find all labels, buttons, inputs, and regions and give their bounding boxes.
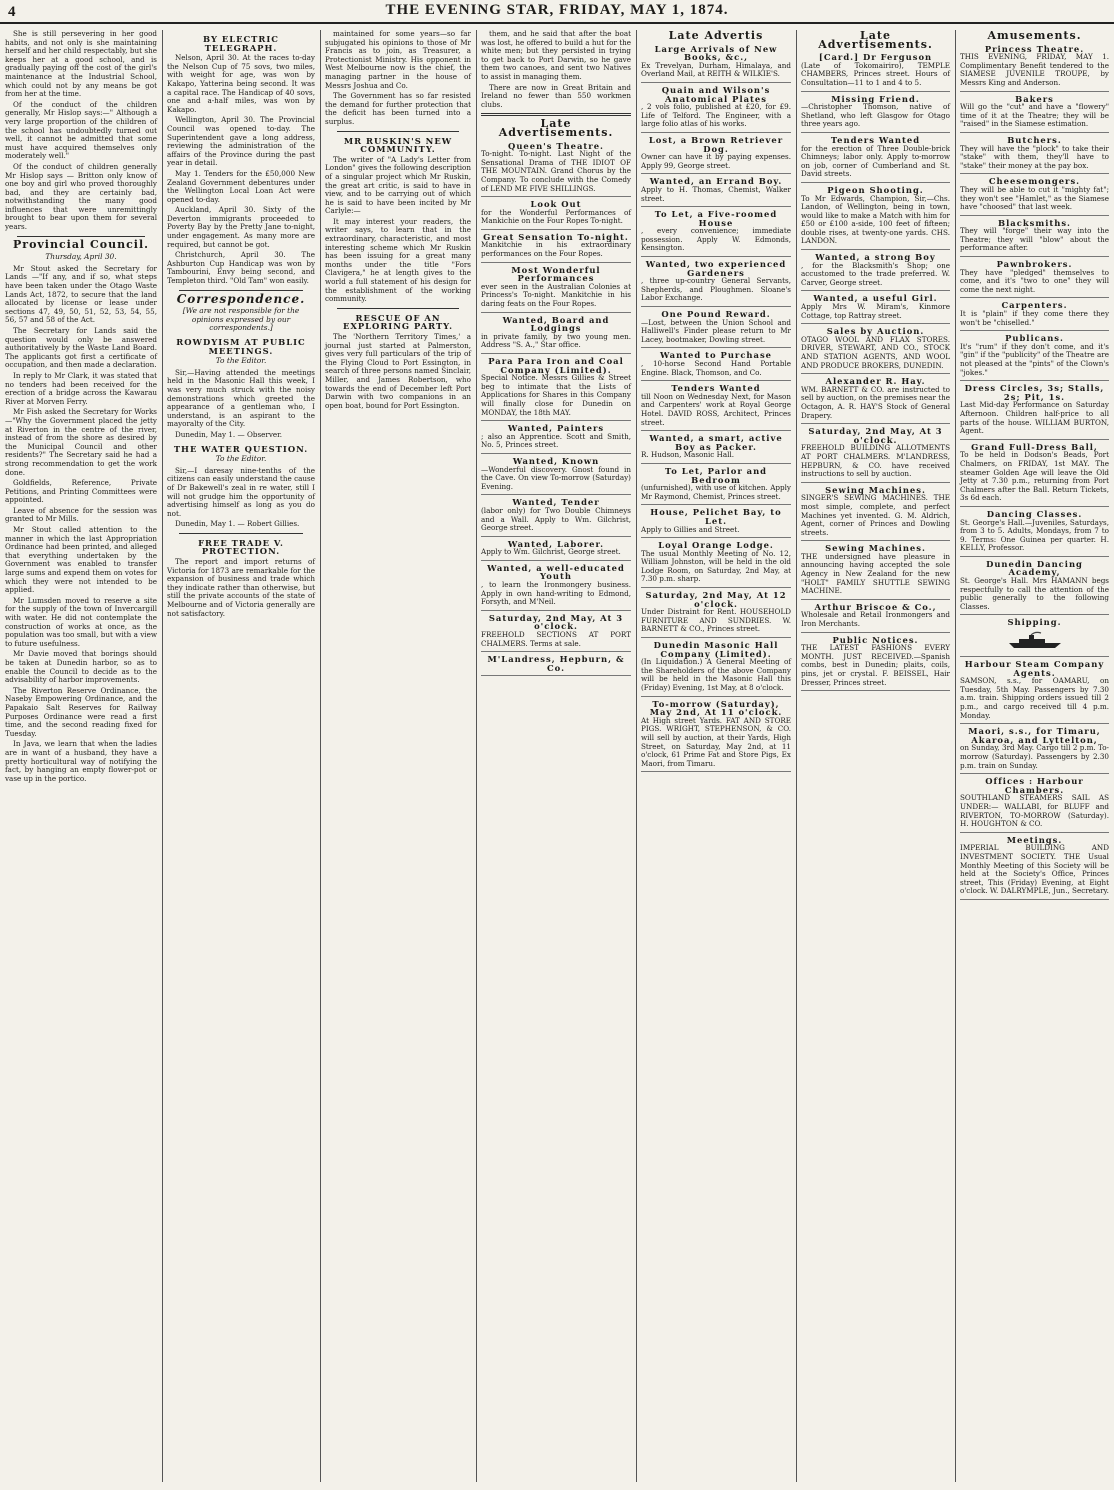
ad-text: Apply to H. Thomas, Chemist, Walker street. [641,184,791,203]
section-heading: Late Advertisements. [498,117,614,139]
section-heading: Late Advertisements. [818,30,933,51]
advertisement [960,301,1109,331]
ad-title: Meetings. [1006,834,1063,845]
divider [337,308,459,309]
ad-text: THIS EVENING, FRIDAY, MAY 1. Complimentary Benefit tendered to the SIAMESE JUVENILE TROUPE, by Messrs King and Anderson. [960,52,1109,87]
ad-text: SOUTHLAND STEAMERS SAIL AS UNDER:— WALLABI, for BLUFF and RIVERTON, TO-MORROW (Saturday). H. HOUGHTON & CO. [960,793,1109,829]
advertisement [641,467,791,505]
advertisement [481,200,631,230]
ad-title: Dress Circles, 3s; Stalls, 2s; Pit, 1s. [964,383,1105,402]
advertisement [641,210,791,257]
ad-text: WM. BARNETT & CO. are instructed to sell by auction, on the premises near the Octagon, A. R. HAY'S Stock of General Drapery. [801,384,950,420]
paragraph: Mr Lumsden moved to reserve a site for the supply of the town of Invercargill with water. He did not contemplate the construction of works at once, as the population was too small, but with a view to future usefulness. [5,595,157,648]
divider [337,131,459,132]
dateline: Thursday, April 30. [45,252,117,262]
ad-title: Wanted, Known [512,455,600,466]
ad-text: —Lost, between the Union School and Halliwell's Finder please return to Mr Lacey, bootmaker, Dowling street. [641,317,791,344]
column-3 [320,30,476,1480]
ad-title: Wanted, an Errand Boy. [649,176,783,187]
masthead [0,0,1114,24]
ad-text: THE LATEST FASHIONS EVERY MONTH. JUST RECEIVED.—Spanish combs, best in Dunedin; plaits, coils, pins, jet or crystal. F. BEISSEL, Hair Dresser, Princes street. [801,643,950,687]
paragraph: Mr Fish asked the Secretary for Works —"Why the Government placed the jetty at Riverton in the centre of the river, instead of from the shore as desired by the Municipal Council and other residents?" The Secretary said he had a strong recommendation to get the work done. [5,407,157,477]
advertisement [641,310,791,348]
paragraph: them, and he said that after the boat was lost, he offered to build a hut for the white men; but they persisted in trying to get back to Port Darwin, so he gave them two canoes, and sent two Natives to assist in managing them. [481,30,631,81]
ad-text: They will have the "plock" to take their "stake" with them, they'll have to "stake" their money at the pay box. [960,143,1109,170]
advertisement [641,700,791,773]
ad-text: —Wonderful discovery. Gnost found in the Cave. On view To-morrow (Saturday) Evening. [481,464,631,491]
telegram: May 1. Tenders for the £50,000 New Zealand Government debentures under the Wellington Local Loan Act were opened to-day. [167,168,315,204]
ad-text: Special Notice. Messrs Gillies & Street beg to intimate that the Lists of Applications for Shares in this Company will finally close for Dunedin on MONDAY, the 18th MAY. [481,373,631,417]
paragraph: The Secretary for Lands said the question would only be answered authoritatively by the Waste Land Board. The applicants got first a certificate of occupation, and then made a declaration. [5,326,157,370]
advertisement [960,219,1109,257]
ad-text: At High street Yards. FAT AND STORE PIGS. WRIGHT, STEPHENSON, & CO. will sell by auction, at their Yards, High Street, on Saturday, May 2nd, at 11 o'clock, 61 Prime Fat and Store Pigs, Ex Maori, from Timaru. [641,715,791,768]
ad-title: To-morrow (Saturday), May 2nd, At 11 o'clock. [649,698,783,718]
editorial-note: [We are not responsible for the opinions expressed by our correspondents.] [182,306,300,333]
ad-title: Para Para Iron and Coal Company (Limited). [488,356,624,375]
ad-title: Publicans. [1005,333,1064,344]
advertisement [801,253,950,291]
ad-text: , to learn the Ironmongery business. Apply in own hand-writing to Edmond, Forsyth, and M'Neil. [481,580,631,607]
ad-title: Missing Friend. [831,93,920,104]
ad-text: THE undersigned have pleasure in announcing having accepted the sole Agency in New Zealand for the new "HOLT" FAMILY SHUTTLE SEWING MACHINE. [801,551,950,596]
advertisement [481,564,631,611]
article-title: FREE TRADE V. PROTECTION. [198,537,284,557]
ad-title: Wanted, a useful Girl. [813,293,938,304]
ad-text: —Christopher Thomson, native of Shetland, who left Glasgow for Otago three years ago. [801,102,950,129]
ad-text: The usual Monthly Meeting of No. 12, William Johnston, will be held in the old Lodge Room, on Saturday, 2nd May, at 7.30 p.m. sharp. [641,548,791,584]
paragraph: In Java, we learn that when the ladies are in want of a husband, they have a pretty horticultural way of notifying the fact, by hanging an empty flower-pot or vase up in the portico. [5,739,157,783]
advertisement [641,541,791,588]
ad-title: Pigeon Shooting. [827,184,924,195]
ad-title: Wanted, a smart, active Boy as Packer. [649,433,783,452]
advertisement [641,260,791,307]
ad-title: Wanted, Laborer. [507,538,605,549]
advertisement [801,377,950,424]
telegram: Auckland, April 30. Sixty of the Deverton immigrants proceeded to Poverty Bay by the Pretty Jane to-night, under engagement. As many more are required, but cannot be got. [167,205,315,249]
advertisement [641,351,791,381]
ad-text: IMPERIAL BUILDING AND INVESTMENT SOCIETY. THE Usual Monthly Meeting of this Society will be held at the Society's Office, Princes street, This (Friday) Evening, at Eight o'clock. W. DALRYMPLE, Jun., Secretary. [960,843,1109,896]
ad-title: Arthur Briscoe & Co., [814,601,937,612]
advertisement [960,136,1109,174]
ad-title: M'Landress, Hepburn, & Co. [487,654,625,673]
ad-title: Bakers [1015,93,1054,104]
section-heading: Provincial Council. [13,237,149,251]
paragraph: Of the conduct of children generally Mr Hislop says — Britton only know of one boy and girl who proved thoroughly bad, and they are certainly bad, notwithstanding the many good influences that were unremittingly brought to bear upon them for several years. [5,161,157,232]
ad-title: Sales by Auction. [826,326,925,337]
ad-title: Butchers. [1007,134,1062,145]
ad-title: [Card.] Dr Ferguson [818,52,933,63]
signature: Dunedin, May 1. — Robert Gillies. [175,519,300,529]
column-1 [0,30,162,1480]
signature: Dunedin, May 1. — Observer. [175,429,283,439]
advertisement [641,434,791,464]
letter-title: THE WATER QUESTION. [173,443,309,454]
advertisement [960,836,1109,900]
ad-title: Maori, s.s., for Timaru, Akaroa, and Lyttelton, [968,726,1101,745]
advertisement [641,508,791,538]
telegram: Wellington, April 30. The Provincial Council was opened to-day. The Superintendent gave a long address, reviewing the administration of the affairs of the Province during the past year in detail. [167,115,315,168]
advertisement [801,427,950,483]
advertisement [960,727,1109,774]
ad-title: Most Wonderful Performances [511,264,601,284]
section-heading: Correspondence. [176,291,306,306]
ad-title: Dunedin Dancing Academy, [986,558,1083,578]
ad-title: Wanted, Board and Lodgings [502,314,610,334]
ad-text: It is "plain" if they come there they won't be "chiselled." [960,309,1109,327]
column-7 [955,30,1114,1480]
ad-text: To Mr Edwards, Champion, Sir,—Chs. Landon, of Wellington, being in town, would like to make a Match with him for £50 or £100 a-side, 100 feet of fifteen; double rises, at twenty-one yards. CHS. LANDON. [801,193,950,246]
advertisement [960,334,1109,381]
advertisement [960,777,1109,833]
ad-text: (unfurnished), with use of kitchen. Apply Mr Raymond, Chemist, Princes street. [641,483,791,501]
advertisement [481,424,631,454]
ad-title: One Pound Reward. [661,309,771,320]
section-heading: Amusements. [987,30,1082,42]
divider [481,113,631,116]
ad-text: Apply to Wm. Gilchrist, George street. [481,547,621,557]
telegram: Nelson, April 30. At the races to-day the Nelson Cup of 75 sovs, two miles, with weight for age, was won by Kakapo, Yatterina being second. It was a capital race. The Handicap of 40 sovs, one and a-half miles, was won by Kakapo. [167,53,315,114]
paragraph: There are now in Great Britain and Ireland no fewer than 550 workmen clubs. [481,82,631,109]
ad-title: Pawnbrokers. [996,259,1073,270]
ad-text: Last Mid-day Performance on Saturday Afternoon. Children half-price to all parts of the house. WILLIAM BURTON, Agent. [960,400,1109,436]
advertisement [960,443,1109,507]
ad-text: St. George's Hall.—Juveniles, Saturdays, from 3 to 5. Adults, Mondays, from 7 to 9. Terms: One Guinea per quarter. H. KELLY, Professor. [960,517,1109,553]
ad-title: Wanted, a well-educated Youth [487,562,625,582]
divider [179,290,303,291]
telegram: Christchurch, April 30. The Ashburton Cup Handicap was won by Tambourini, Envy being second, and Templeton third. "Old Tam" won easily. [167,250,315,286]
ad-title: Lost, a Brown Retriever Dog. [648,134,784,154]
ad-text: on Sunday, 3rd May. Cargo till 2 p.m. To-morrow (Saturday). Passengers by 2.30 p.m. train on Sunday. [960,743,1109,770]
paragraph: Leave of absence for the session was granted to Mr Mills. [5,505,157,524]
ad-title: Offices : Harbour Chambers. [985,776,1084,795]
paragraph: Mr Stout asked the Secretary for Lands —"If any, and if so, what steps have been taken under the Otago Waste Lands Act, 1872, to secure that the land allocated by license or lease under sections 47, 49, 50, 51, 52, 53, 54, 55, 56, 57 and 58 of the Act. [5,263,157,325]
ad-text: St. George's Hall. Mrs HAMANN begs respectfully to call the attention of the public generally to the following Classes. [960,576,1109,611]
letter-addressee: To the Editor. [215,356,267,366]
paragraph: The 'Northern Territory Times,' a journal just started at Palmerston, gives very full particulars of the trip of the Flying Cloud to Port Essington, in search of three persons named Sinclair, Miller, and James Robertson, who towards the end of December left Port Darwin with two companions in an open boat, bound for Port Essington. [325,332,471,410]
advertisement [641,591,791,638]
ad-title: House, Pelichet Bay, to Let. [650,507,782,526]
advertisement [960,660,1109,724]
ad-text: Will go the "cut" and have a "flowery" time of it at the Theatre; they will be "raised" in the Siamese estimation. [960,102,1109,129]
ad-text: , 10-horse Second Hand Portable Engine. Black, Thomson, and Co. [641,359,791,377]
ad-title: Wanted, Tender [512,497,600,508]
ad-title: Saturday, 2nd May, At 3 o'clock. [808,426,943,445]
ad-text: till Noon on Wednesday Next, for Mason and Carpenters' work at Royal George Hotel. DAVID ROSS, Architect, Princes street. [641,391,791,427]
ad-title: Wanted, Painters [507,423,605,434]
advertisement [960,510,1109,557]
ad-text: (Late of Tokomairiro), TEMPLE CHAMBERS, Princes street. Hours of Consultation—11 to 1 and 4 to 5. [801,60,950,87]
ad-text: FREEHOLD BUILDING ALLOTMENTS AT PORT CHALMERS. M'LANDRESS, HEPBURN, & CO. have received instructions to sell by auction. [801,443,950,479]
ad-text: SINGER'S SEWING MACHINES. THE most simple, complete, and perfect Machines yet invented. G. M. Aldrich, Agent, corner of Princes and Dowling streets. [801,493,950,537]
advertisement [801,544,950,600]
letter-addressee: To the Editor. [215,454,267,464]
ad-text: ever seen in the Australian Colonies at Princess's To-night. Mankitchie in his daring feats on the Four Ropes. [481,281,631,309]
ad-text: , every convenience; immediate possession. Apply W. Edmonds, Kensington. [641,226,791,253]
ad-text: Mankitchie in his extraordinary performances on the Four Ropes. [481,240,631,259]
paragraph: The report and import returns of Victoria for 1873 are remarkable for the expansion of business and trade which they indicate rather than otherwise, but still the private accounts of the state of Melbourne and of Victoria generally are not satisfactory. [167,557,315,618]
ad-text: It's "rum" if they don't come, and it's "gin" if the "publicity" of the Theatre are not pleased at the "pints" of the Clown's "jokes." [960,341,1109,377]
ad-title: Harbour Steam Company Agents. [964,659,1105,678]
paragraph: It may interest your readers, the writer says, to learn that in the extraordinary, characteristic, and most interesting scheme which Mr Ruskin has been issuing for a great many months under the title "Fors Clavigera," he at length gives to the world a full statement of his design for the establishment of the working community. [325,216,471,304]
ad-title: Loyal Orange Lodge. [658,540,774,551]
paragraph: The Riverton Reserve Ordinance, the Naseby Empowering Ordinance, and the Papakaio Salt Reserves for Railway Purposes Ordinance were read a first time, and the second reading fixed for Tuesday. [5,685,157,738]
ad-title: Dancing Classes. [986,508,1083,519]
ad-title: Shipping. [1007,617,1062,628]
advertisement [481,498,631,536]
ad-text: Wholesale and Retail Ironmongers and Iron Merchants. [801,610,950,629]
ad-title: Public Notices. [832,634,919,645]
advertisement [960,95,1109,133]
ad-title: Saturday, 2nd May, At 3 o'clock. [488,612,624,632]
advertisement [481,614,631,652]
ad-text: To be held in Dodson's Beads, Port Chalmers, on FRIDAY, 1st MAY. The steamer Golden Age will leave the Old Jetty at 7.30 p.m., returning from Port Chalmers after the Ball. Return Tickets, 3s 6d each. [960,450,1109,503]
ad-text: (In Liquidation.) A General Meeting of the Shareholders of the above Company will be held in the Masonic Hall this (Friday) Evening, 1st May, at 8 o'clock. [641,657,791,692]
divider [179,533,303,534]
ad-title: Cheesemongers. [988,176,1081,187]
ad-title: Sewing Machines. [825,543,926,554]
ad-text: They have "pledged" themselves to come, and it's "two to one" they will come the next night. [960,267,1109,294]
advertisement [801,636,950,692]
advertisement [801,486,950,542]
advertisement [960,384,1109,440]
advertisement [960,45,1109,92]
paragraph: Sir,—I daresay nine-tenths of the citizens can easily understand the cause of Dr Bakewell's zeal in re water, still I will not grudge him the opportunity of advertising himself as long as you do not. [167,465,315,518]
advertisement [481,655,631,676]
advertisement [481,457,631,495]
ad-title: Blacksmiths. [998,217,1071,228]
advertisement [481,233,631,263]
ad-title: Dunedin Masonic Hall Company (Limited). [653,640,779,659]
masthead-title: THE EVENING STAR, FRIDAY, MAY 1, 1874. [385,2,729,18]
ad-title: Wanted, two experienced Gardeners [645,259,787,278]
ad-title: Princess Theatre. [984,43,1085,54]
advertisement [801,53,950,91]
letter-title: ROWDYISM AT PUBLIC MEETINGS. [176,337,306,356]
ad-title: Carpenters. [1001,300,1068,311]
paragraph: maintained for some years—so far subjugated his opinions to those of Mr Francis as to join, as Treasurer, a Protectionist Ministry. His opponent in West Melbourne now is the chief, the managing partner in the house of Messrs Joshua and Co. [325,30,471,90]
ad-text: Apply Mrs W. Miram's, Kinmore Cottage, top Rattray street. [801,302,950,320]
advertisement [641,641,791,697]
ad-title: Large Arrivals of New Books, &c., [654,43,778,63]
ad-title: Tenders Wanted [671,383,761,394]
advertisement [801,327,950,374]
paragraph: In reply to Mr Clark, it was stated that no tenders had been received for the erection of a bridge across the Kawarau River at Morven Ferry. [5,370,157,406]
paragraph: Mr Davie moved that borings should be taken at Dunedin harbor, so as to enable the Council to decide as to the advisability of harbor improvements. [5,649,157,685]
advertisement [641,136,791,174]
ad-text: Ex Trevelyan, Durham, Himalaya, and Overland Mail, at REITH & WILKIE'S. [641,60,791,79]
article-title: RESCUE OF AN EXPLORING PARTY. [342,312,453,332]
ad-title: Grand Full-Dress Ball, [971,441,1098,452]
advertisement [641,86,791,133]
ad-text: R. Hudson, Masonic Hall. [641,450,735,460]
ad-title: Quain and Wilson's Anatomical Plates [661,84,771,104]
section-heading: Late Advertis [668,30,764,42]
advertisement [481,540,631,561]
ad-text: OTAGO WOOL AND FLAX STORES. DRIVER, STEWART, AND CO., STOCK AND STATION AGENTS, AND WOOL AND PRODUCE BROKERS, DUNEDIN. [801,334,950,370]
ad-title: Wanted, a strong Boy [815,252,936,263]
ad-text: , 2 vols folio, published at £20, for £9. Life of Telford. The Engineer, with a large folio atlas of his works. [641,102,791,129]
advertisement [481,316,631,354]
advertisement [641,45,791,83]
divider [17,236,145,237]
ad-title: Queen's Theatre. [508,140,604,151]
ad-title: Wanted to Purchase [660,350,772,361]
column-4 [476,30,636,1480]
paragraph: Mr Stout called attention to the manner in which the last Appropriation Ordinance had been printed, and alleged that everything undertaken by the Government was enabled to transfer large sums and expend them on votes for which they were not intended to be applied. [5,525,157,595]
ad-text: , three up-country General Servants, Shepherds, and Ploughmen. Sloane's Labor Exchange. [641,276,791,303]
page-number: 4 [8,4,17,20]
advertisement [801,186,950,250]
ad-title: Tenders Wanted [830,134,921,145]
paragraph: She is still persevering in her good habits, and not only is she maintaining herself and her child respectably, but she keeps her at a good school, and is gradually paying off the cost of the girl's maintenance at the Industrial School, which could not by any means be got from her at the time. [5,30,157,99]
ad-title: To Let, a Five-roomed House [654,209,778,228]
advertisement [641,384,791,431]
ad-title: To Let, Parlor and Bedroom [664,465,768,485]
paragraph: Sir,—Having attended the meetings held in the Masonic Hall this week, I was very much struck with the noisy demonstrations which greeted the appearance of a gentleman who, I understand, is an aspirant to the mayoralty of the City. [167,367,315,429]
ad-text: in private family, by two young men. Address "S. A.," Star office. [481,331,631,350]
ad-title: Sewing Machines. [825,484,926,495]
column-5 [636,30,796,1480]
ad-text: FREEHOLD SECTIONS AT PORT CHALMERS. Terms at sale. [481,630,631,648]
ad-text: They will be able to cut it "mighty fat"; they won't see "Hamlet," as the Siamese have "choosed" that last week. [960,184,1109,212]
article-title: MR RUSKIN'S NEW COMMUNITY. [343,135,453,155]
ad-text: Apply to Gillies and Street. [641,524,740,534]
ad-text: ; also an Apprentice. Scott and Smith, No. 5, Princes street. [481,431,631,450]
advertisement [801,136,950,183]
ad-text: They will "forge" their way into the Theatre; they will "blow" about the performance after. [960,226,1109,253]
advertisement [641,177,791,207]
advertisement [481,357,631,421]
advertisement [481,266,631,313]
ad-title: Look Out [530,199,582,210]
ad-text: , for the Blacksmith's Shop; one accustomed to the trade preferred. W. Carver, George street. [801,260,950,287]
ad-text: Owner can have it by paying expenses. Apply 99, George street. [641,152,791,170]
ad-title: Saturday, 2nd May, At 12 o'clock. [645,590,787,609]
advertisement [960,260,1109,298]
ad-text: for the Wonderful Performances of Mankichie on the Four Ropes To-night. [481,207,631,226]
ad-title: Alexander R. Hay. [825,376,926,387]
ad-text: To-night. To-night. Last Night of the Sensational Drama of THE IDIOT OF THE MOUNTAIN. Grand Chorus by the Company. To conclude with the Comedy of LEND ME FIVE SHILLINGS. [481,149,631,193]
column-6 [796,30,955,1480]
ad-text: Under Distraint for Rent. HOUSEHOLD FURNITURE AND SUNDRIES. W. BARNETT & CO., Princes street. [641,607,791,634]
ad-text: (labor only) for Two Double Chimneys and a Wall. Apply to Wm. Gilchrist, George street. [481,505,631,533]
paragraph: The writer of "A Lady's Letter from London" gives the following description of a singular project which Mr Ruskin, the great art critic, is said to have in view, and to be carrying out of which he is said to have been incited by Mr Carlyle:— [325,154,471,216]
ad-text: SAMSON, s.s., for OAMARU, on Tuesday, 5th May. Passengers by 7.30 a.m. train. Shipping orders issued till 2 p.m., and cargo received till 4 p.m. Monday. [960,676,1109,720]
ad-text: for the erection of Three Double-brick Chimneys; labor only. Apply to-morrow on job, corner of Cumberland and St. David streets. [801,143,950,179]
paragraph: The Government has so far resisted the demand for further protection that the deficit has been turned into a surplus. [325,91,471,126]
advertisement [481,142,631,198]
advertisement [960,177,1109,215]
advertisement [801,294,950,324]
advertisement [801,603,950,633]
section-heading: BY ELECTRIC TELEGRAPH. [203,34,279,53]
advertisement [960,560,1109,616]
column-2 [162,30,320,1480]
steamship-icon [1005,631,1065,649]
advertisement [801,95,950,133]
paragraph: Of the conduct of the children generally, Mr Hislop says:—" Although a very large proportion of the children of the school has undoubtedly turned out well, it cannot be admitted that some must have acquired themselves only moderately well." [5,99,157,161]
ad-title: Great Sensation To-night. [483,231,629,242]
paragraph: Goldfields, Reference, Private Petitions, and Printing Committees were appointed. [5,478,157,505]
advertisement [960,618,1109,657]
